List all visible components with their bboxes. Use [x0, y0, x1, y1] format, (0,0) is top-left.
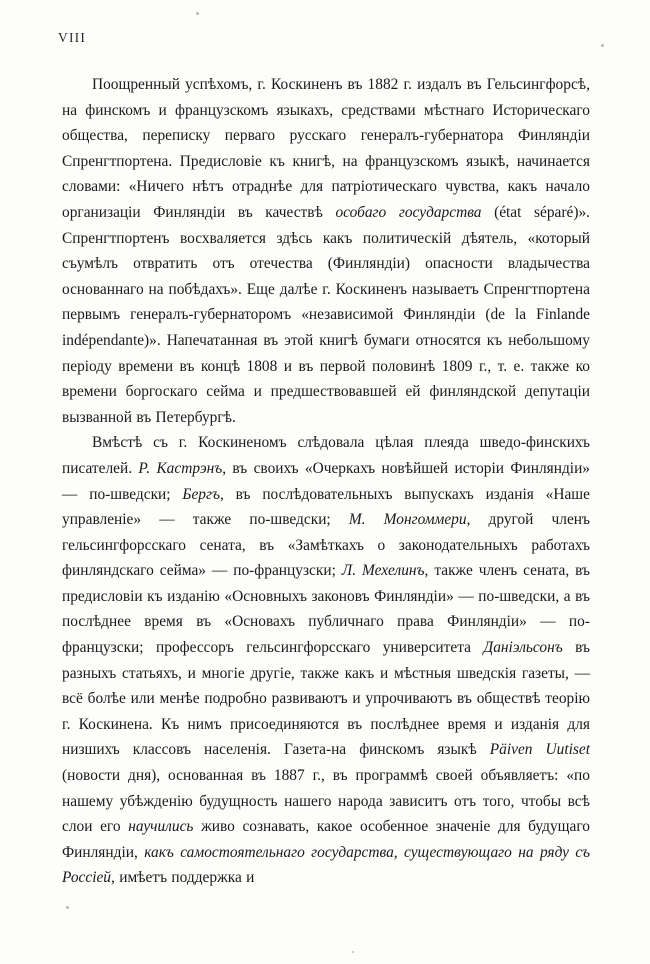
page-folio-number: VIII: [58, 30, 87, 45]
text-run: живо сознавать, какое особенное значеніе для будущаго Финляндіи,: [62, 818, 590, 861]
text-run: Поощренный успѣхомъ, г. Коскиненъ въ 1882 г. издалъ въ Гельсингфорсѣ, на финскомъ и французскомъ языкахъ, средствами мѣстнаго Историческаго общества, переписку перваго русскаго генералъ-губернатора Финляндіи Спренгтпортена. Предисловіе къ книгѣ, на французскомъ языкѣ, начинается словами: «Ничего нѣтъ отраднѣе для патріотическаго чувства, какъ начало организаціи Финляндіи въ качествѣ: [62, 76, 590, 221]
emphasized-text-run: особаго государства: [335, 203, 482, 221]
emphasized-text-run: Даніэльсонъ: [483, 639, 563, 657]
emphasized-text-run: научились: [128, 818, 194, 836]
emphasized-text-run: М. Монгоммери: [348, 511, 467, 529]
text-run: (état séparé)». Спренгтпортенъ восхваляется здѣсь какъ политическій дѣятель, «который съумѣлъ отвратить отъ отечества (Финляндіи) опасности владычества основаннаго на побѣдахъ». Еще далѣе г. Коскиненъ называетъ Спренгтпортена первымъ генералъ-губернаторомъ «независимой Финляндіи (de la Finlande indépendante)». Напечатанная въ этой книгѣ бумаги относятся къ небольшому періоду времени въ концѣ 1808 и въ первой половинѣ 1809 г., т. е. также ко времени боргоскаго сейма и предшествовавшей ей финляндской депутаціи вызванной въ Петербургѣ.: [62, 203, 590, 426]
text-run: въ разныхъ статьяхъ, и многіе другіе, также какъ и мѣстныя шведскія газеты, — всё болѣе или менѣе подробно развиваютъ и упрочиваютъ въ обществѣ теорію г. Коскинена. Къ нимъ присоединяются въ послѣднее время и изданія для низшихъ классовъ населенія. Газета-на финскомъ языкѣ: [62, 639, 590, 759]
text-run: , другой членъ гельсингфорсскаго сената, въ «Замѣткахъ о законодательныхъ работахъ финляндскаго сейма» — по-французски;: [62, 511, 590, 580]
text-run: , также членъ сената, въ предисловіи къ изданію «Основныхъ законовъ Финляндіи» — по-шведски, а въ послѣднее время въ «Основахъ публичнаго права Финляндіи» — по-французски; профессоръ гельсингфорсскаго университета: [62, 562, 590, 657]
body-paragraph: [62, 72, 590, 430]
emphasized-text-run: Päiven Uutiset: [489, 741, 590, 759]
text-run: Вмѣстѣ съ г. Коскиненомъ слѣдовала цѣлая плеяда шведо-финскихъ писателей.: [62, 434, 590, 477]
paper-speck: [196, 12, 199, 15]
paper-speck: [66, 906, 69, 909]
paper-speck: [352, 951, 354, 953]
emphasized-text-run: Р. Кастрэнъ: [138, 459, 223, 477]
text-run: (новости дня), основанная въ 1887 г., въ программѣ своей объявляетъ: «по нашему убѣжденію будущность нашего народа зависитъ отъ того, чтобы всѣ слои его: [62, 767, 590, 836]
body-text-block: [62, 72, 590, 891]
text-run: , имѣетъ поддержка и: [111, 869, 255, 887]
emphasized-text-run: Бергъ: [182, 485, 220, 503]
body-paragraph: [62, 430, 590, 891]
paper-speck: [601, 44, 604, 47]
text-run: , въ послѣдовательныхъ выпускахъ изданія «Наше управленіе» — также по-шведски;: [62, 485, 590, 529]
emphasized-text-run: Л. Мехелинъ: [341, 562, 425, 580]
text-run: , въ своихъ «Очеркахъ новѣйшей исторіи Финляндіи» — по-шведски;: [62, 459, 590, 503]
emphasized-text-run: какъ самостоятельнаго государства, существующаго на ряду съ Россіей: [62, 843, 590, 887]
